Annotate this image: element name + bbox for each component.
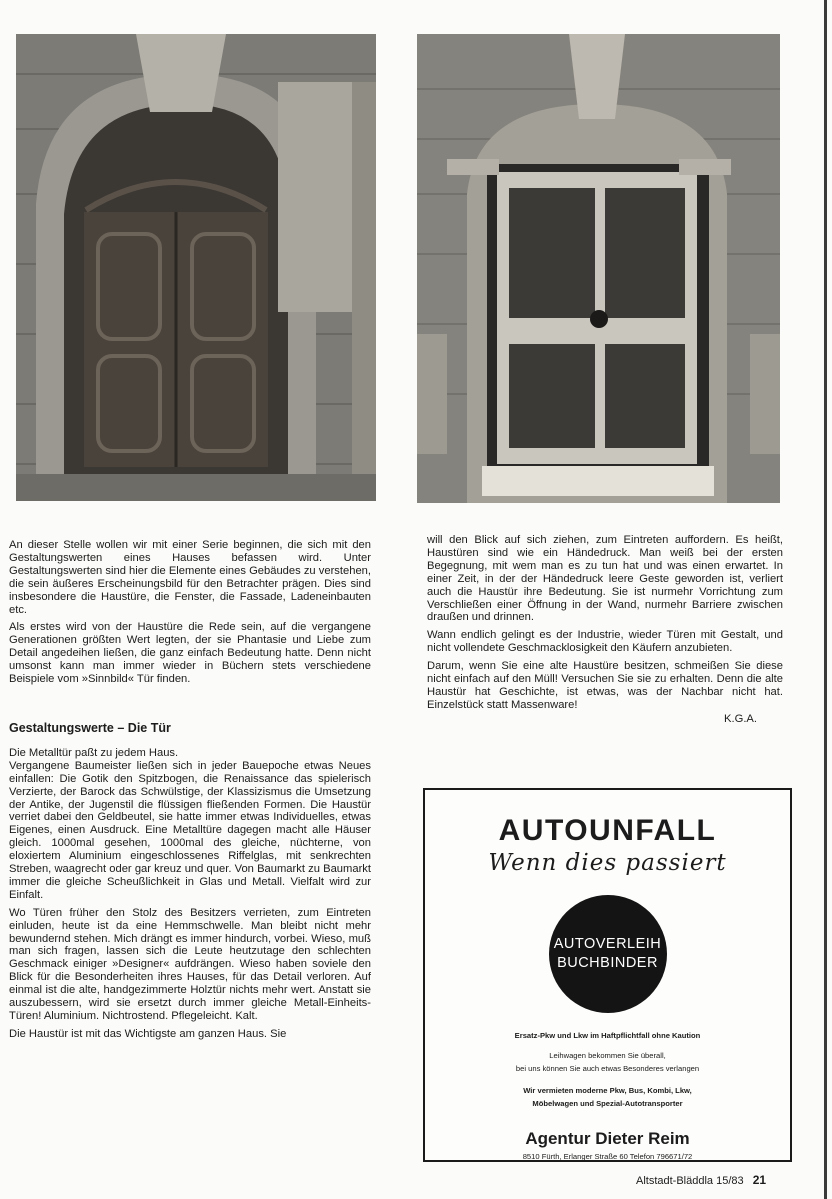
photo-new-metal-door — [417, 34, 780, 503]
ad-logo-line-2: BUCHBINDER — [557, 955, 658, 971]
article-left-column — [9, 539, 371, 1046]
body-paragraph-3: Wo Türen früher den Stolz des Besitzers verrieten, zum Eintreten einluden, heute ist da eine Hemmschwelle. Man bleibt nicht mehr bewundernd stehen. Mich drängt es immer hindurch, vorbei. Wieso, muß man sich fragen, lassen sich die Leute heutzutage den schlechten Geschmack einiger »Designer« aufdrängen. Wieso haben soviele den Blick für die Besonderheiten ihres Hauses, für das Detail verloren. Auf einmal ist die alte, handgezimmerte Holztür nichts mehr wert. Anstatt sie auszubessern, wird sie ersetzt durch immer gleiche Metall-Einheits-Türen! Aluminium. Nichtrostend. Pflegeleicht. Kalt. — [9, 906, 371, 1022]
photo-old-baroque-door — [16, 34, 376, 501]
ad-agency-name: Agentur Dieter Reim — [525, 1129, 690, 1148]
page-edge-shadow — [824, 0, 827, 1199]
ad-line-3: bei uns können Sie auch etwas Besonderes verlangen — [515, 1064, 700, 1073]
ad-logo-line-1: AUTOVERLEIH — [553, 936, 662, 952]
continuation-paragraph-3: Darum, wenn Sie eine alte Haustüre besitzen, schmeißen Sie diese nicht einfach auf den Müll! Versuchen Sie sie zu erhalten. Denn die alte Haustür hat Geschichte, ist etwas, was der Nachbar nicht hat. Einzelstück statt Massenware! — [427, 660, 783, 711]
ad-line-2: Leihwagen bekommen Sie überall, — [549, 1051, 666, 1060]
ad-logo-circle — [549, 895, 667, 1013]
body-paragraph-4: Die Haustür ist mit das Wichtigste am ganzen Haus. Sie — [9, 1027, 287, 1040]
article-right-column — [427, 534, 783, 726]
body-paragraph-2: Vergangene Baumeister ließen sich in jeder Bauepoche etwas Neues einfallen: Die Gotik den Spitzbogen, die Renaissance das spielerisch Verzierte, der Barock das Schwülstige, der Klassizismus die Umsetzung der Antike, der Jugenstil die flüssigen fließenden Formen. Die Haustür verriet dabei den Geldbeutel, sie hatte immer etwas Individuelles, etwas Eigenes, einen Ausdruck. Eine Metalltüre dagegen macht alle Häuser gleich. 1000mal gesehen, 1000mal des gleiche, nüchterne, von eloxiertem Aluminium eingeschlossenes Riffelglas, mit senkrechten Streben, waagrecht oder gar kreuz und quer. Von Baumarkt zu Baumarkt immer die gleiche Scheußlichkeit in Glas und Metall. Vielfalt wird zur Einfalt. — [9, 759, 371, 901]
new-door-illustration — [417, 34, 780, 503]
intro-paragraph-2: Als erstes wird von der Haustüre die Rede sein, auf die vergangene Generationen größten Wert legten, der sie Phantasie und Liebe zum Detail angedeihen ließen, die ganz einfach Bedeutung hatte. Denn nicht umsonst kann man immer wieder in Büchern stets verschiedene Beispiele vom »Sinnbild« Tür finden. — [9, 621, 371, 686]
old-door-illustration — [16, 34, 376, 501]
intro-paragraph-1: An dieser Stelle wollen wir mit einer Serie beginnen, die sich mit den Gestaltungswerten eines Hauses befassen wird. Unter Gestaltungswerten sind hier die Elemente eines Gebäudes zu verstehen, die sein äußeres Erscheinungsbild für den Betrachter prägen. Dies sind insbesondere die Haustüre, die Fenster, die Fassade, Ladeneinbauten etc. — [9, 539, 371, 616]
ad-line-4: Wir vermieten moderne Pkw, Bus, Kombi, Lkw, — [523, 1086, 692, 1095]
publication-name: Altstadt-Bläddla 15/83 — [636, 1175, 744, 1187]
ad-line-5: Möbelwagen und Spezial-Autotransporter — [532, 1099, 683, 1108]
page-footer — [636, 1173, 766, 1187]
ad-address: 8510 Fürth, Erlanger Straße 60 Telefon 796671/72 — [522, 1152, 693, 1161]
author-signature: K.G.A. — [724, 712, 757, 725]
body-paragraph-1: Die Metalltür paßt zu jedem Haus. — [9, 746, 179, 759]
continuation-paragraph-1: will den Blick auf sich ziehen, zum Eintreten auffordern. Es heißt, Haustüren sind wie ein Händedruck. Man weiß bei der ersten Begegnung, mit wem man es zu tun hat und was einen erwartet. In einer Zeit, in der der Händedruck leere Geste geworden ist, verliert auch die Haustür ihre Bedeutung. Sie ist nurmehr Vorrichtung zum Verschließen einer Öffnung in der Wand, nurmehr Barriere zwischen draußen und drinnen. — [427, 534, 783, 624]
ad-line-1: Ersatz-Pkw und Lkw im Haftpflichtfall ohne Kaution — [514, 1031, 701, 1040]
ad-subline: Wenn dies passiert — [488, 850, 727, 876]
continuation-paragraph-2: Wann endlich gelingt es der Industrie, wieder Türen mit Gestalt, und nicht vollendete Geschmacklosigkeit den Käufern anzubieten. — [427, 629, 783, 655]
advertisement-autoverleih — [423, 788, 792, 1162]
page-number: 21 — [752, 1173, 767, 1187]
ad-headline: AUTOUNFALL — [498, 814, 717, 847]
section-heading: Gestaltungswerte – Die Tür — [9, 720, 171, 735]
